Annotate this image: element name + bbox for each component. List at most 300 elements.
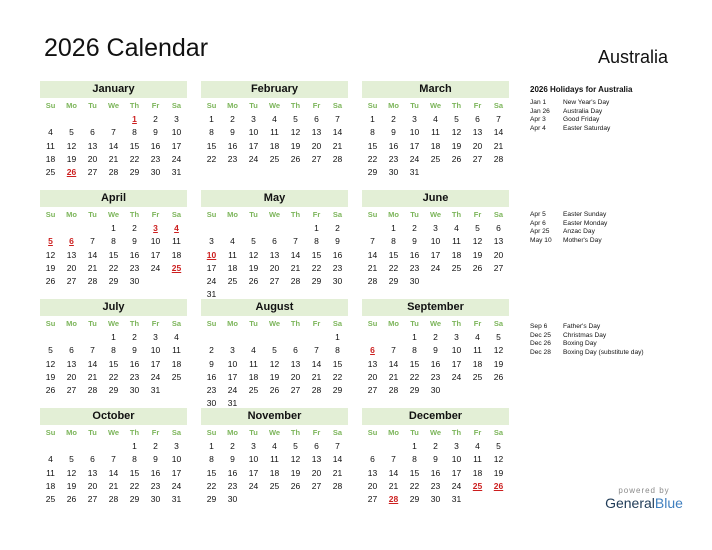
day-cell: 23: [332, 262, 343, 273]
day-cell: 1: [209, 114, 214, 124]
holiday-name: Australia Day: [563, 107, 603, 115]
weekday-label: Mo: [66, 319, 77, 328]
holiday-day: 3: [153, 223, 158, 233]
day-cell: 25: [45, 167, 56, 178]
day-cell: 2: [335, 223, 340, 233]
day-cell: 3: [412, 114, 417, 124]
day-cell: 5: [454, 114, 459, 124]
day-cell: 18: [45, 153, 56, 164]
day-cell: 18: [472, 358, 483, 369]
day-cell: 27: [290, 385, 301, 396]
day-cell: 1: [412, 441, 417, 451]
day-cell: 18: [248, 371, 259, 382]
day-cell: 19: [248, 262, 259, 273]
day-cell: 7: [90, 236, 95, 247]
day-cell: 17: [171, 140, 182, 151]
day-cell: 27: [269, 276, 280, 287]
day-cell: 12: [45, 358, 56, 369]
brand-name: [588, 495, 700, 511]
day-cell: 28: [388, 385, 399, 396]
day-cell: 12: [290, 127, 301, 138]
day-cell: 28: [87, 276, 98, 287]
weekday-label: We: [268, 428, 281, 437]
holiday-day: 26: [493, 480, 504, 491]
day-empty: [61, 222, 82, 235]
day-empty: [264, 222, 285, 235]
day-cell: 27: [311, 480, 322, 491]
day-cell: 13: [269, 249, 280, 260]
holiday-row: [530, 211, 607, 220]
day-cell: 13: [311, 127, 322, 138]
weekday-label: We: [107, 210, 120, 219]
day-cell: 16: [430, 358, 441, 369]
day-cell: 5: [293, 441, 298, 451]
day-cell: 6: [475, 114, 480, 124]
day-grid: [201, 208, 348, 302]
day-cell: 11: [270, 454, 279, 465]
day-cell: 4: [272, 441, 277, 451]
day-cell: 23: [129, 371, 140, 382]
day-cell: 3: [433, 223, 438, 233]
weekday-label: We: [429, 210, 442, 219]
day-cell: 1: [412, 332, 417, 342]
day-cell: 27: [87, 167, 98, 178]
month-august: [201, 299, 348, 411]
weekday-label: Tu: [88, 319, 97, 328]
day-empty: [383, 331, 404, 344]
day-cell: 3: [209, 236, 214, 247]
holiday-date: Jan 1: [530, 99, 547, 106]
day-cell: 28: [493, 153, 504, 164]
weekday-label: Fr: [312, 101, 321, 110]
day-cell: 21: [311, 371, 322, 382]
day-cell: 7: [90, 345, 95, 356]
day-cell: 13: [66, 249, 77, 260]
day-cell: 23: [388, 153, 399, 164]
day-cell: 22: [367, 153, 378, 164]
country-label: Australia: [597, 47, 668, 67]
day-cell: 19: [472, 249, 483, 260]
day-cell: 16: [227, 140, 238, 151]
day-cell: 16: [430, 467, 441, 478]
day-cell: 24: [171, 153, 182, 164]
day-empty: [362, 222, 383, 235]
month-january: [40, 81, 187, 179]
weekday-label: Fr: [473, 101, 482, 110]
weekday-label: Tu: [249, 101, 258, 110]
weekday-label: Fr: [312, 319, 321, 328]
day-cell: 16: [150, 140, 161, 151]
day-cell: 21: [87, 371, 98, 382]
weekday-label: Mo: [66, 428, 77, 437]
day-cell: 7: [314, 345, 319, 356]
day-cell: 26: [45, 385, 56, 396]
weekday-label: We: [429, 319, 442, 328]
day-cell: 10: [227, 358, 238, 369]
day-cell: 21: [108, 153, 119, 164]
day-empty: [40, 113, 61, 126]
day-cell: 13: [493, 236, 504, 247]
day-cell: 15: [206, 140, 217, 151]
day-cell: 5: [496, 441, 501, 451]
month-name: October: [40, 408, 187, 425]
holiday-day: 26: [66, 167, 77, 178]
day-cell: 21: [332, 467, 343, 478]
day-cell: 2: [433, 332, 438, 342]
weekday-label: Th: [451, 101, 462, 110]
holiday-date: Apr 6: [530, 219, 546, 227]
weekday-label: Th: [451, 428, 462, 437]
day-grid: [201, 99, 348, 166]
holiday-date: Apr 4: [530, 124, 546, 132]
day-cell: 29: [367, 167, 378, 178]
day-cell: 18: [171, 249, 182, 260]
weekday-label: We: [107, 101, 120, 110]
day-empty: [103, 113, 124, 126]
day-empty: [82, 331, 103, 344]
day-cell: 16: [388, 140, 399, 151]
day-cell: 7: [391, 454, 396, 465]
day-cell: 25: [269, 153, 280, 164]
month-march: [362, 81, 509, 179]
day-cell: 6: [69, 345, 74, 356]
day-cell: 18: [472, 467, 483, 478]
day-cell: 16: [227, 467, 238, 478]
day-cell: 1: [391, 223, 396, 233]
month-name: November: [201, 408, 348, 425]
weekday-label: Tu: [249, 428, 258, 437]
holiday-row: [530, 228, 607, 237]
day-cell: 22: [409, 371, 420, 382]
day-cell: 12: [472, 236, 483, 247]
weekday-label: Sa: [493, 101, 504, 110]
day-cell: 18: [45, 480, 56, 491]
day-cell: 29: [129, 494, 140, 505]
weekday-label: Fr: [473, 319, 482, 328]
day-cell: 22: [206, 153, 217, 164]
day-cell: 3: [454, 332, 459, 342]
day-cell: 5: [475, 223, 480, 233]
day-cell: 16: [332, 249, 343, 260]
day-cell: 24: [451, 480, 462, 491]
day-cell: 10: [171, 127, 182, 138]
day-cell: 1: [209, 441, 214, 451]
day-empty: [243, 331, 264, 344]
day-cell: 8: [209, 454, 214, 465]
day-cell: 11: [46, 140, 55, 151]
brand-name-blue: Blue: [654, 495, 683, 511]
day-cell: 26: [66, 494, 77, 505]
holiday-row: [530, 332, 644, 341]
weekday-label: We: [107, 319, 120, 328]
day-cell: 16: [150, 467, 161, 478]
day-cell: 23: [129, 262, 140, 273]
weekday-label: Su: [367, 210, 378, 219]
holiday-name: Boxing Day (substitute day): [563, 348, 644, 356]
day-cell: 4: [48, 127, 53, 138]
holiday-day: 1: [132, 114, 137, 124]
day-cell: 8: [111, 236, 116, 247]
weekday-label: Th: [290, 101, 301, 110]
day-cell: 25: [171, 371, 182, 382]
weekday-label: We: [268, 319, 281, 328]
day-cell: 1: [111, 223, 116, 233]
day-cell: 18: [227, 262, 238, 273]
day-cell: 21: [367, 262, 378, 273]
day-cell: 20: [367, 371, 378, 382]
weekday-label: Th: [290, 428, 301, 437]
day-cell: 11: [270, 127, 279, 138]
day-cell: 9: [153, 454, 158, 465]
day-cell: 9: [153, 127, 158, 138]
day-cell: 11: [228, 249, 237, 260]
day-cell: 24: [150, 371, 161, 382]
weekday-label: Sa: [171, 101, 182, 110]
day-cell: 4: [272, 114, 277, 124]
weekday-label: Th: [290, 319, 301, 328]
weekday-label: Sa: [493, 319, 504, 328]
day-cell: 27: [367, 385, 378, 396]
day-cell: 12: [290, 454, 301, 465]
month-name: April: [40, 190, 187, 207]
day-cell: 1: [132, 441, 137, 451]
day-empty: [362, 331, 383, 344]
weekday-label: Tu: [410, 210, 419, 219]
weekday-label: Tu: [410, 319, 419, 328]
day-cell: 19: [269, 371, 280, 382]
day-cell: 13: [311, 454, 322, 465]
day-cell: 9: [209, 358, 214, 369]
holiday-row: [530, 323, 644, 332]
day-cell: 10: [451, 454, 462, 465]
day-cell: 2: [433, 441, 438, 451]
weekday-label: Mo: [66, 210, 77, 219]
day-cell: 24: [430, 262, 441, 273]
weekday-label: Th: [129, 101, 140, 110]
day-cell: 19: [290, 140, 301, 151]
day-cell: 20: [311, 467, 322, 478]
weekday-label: Fr: [473, 428, 482, 437]
weekday-label: Fr: [312, 428, 321, 437]
brand-name-general: General: [605, 495, 655, 511]
day-empty: [40, 440, 61, 453]
day-empty: [82, 222, 103, 235]
holiday-day: 6: [370, 345, 375, 356]
day-cell: 3: [174, 441, 179, 451]
day-cell: 12: [451, 127, 462, 138]
day-cell: 4: [230, 236, 235, 247]
day-cell: 11: [249, 358, 258, 369]
day-cell: 15: [108, 249, 119, 260]
weekday-label: Sa: [332, 210, 343, 219]
holiday-row: [530, 116, 610, 125]
month-september: [362, 299, 509, 397]
day-cell: 29: [409, 385, 420, 396]
day-cell: 21: [388, 480, 399, 491]
day-cell: 25: [248, 385, 259, 396]
day-cell: 18: [171, 358, 182, 369]
day-cell: 10: [171, 454, 182, 465]
holiday-name: Boxing Day: [563, 340, 597, 348]
weekday-label: Fr: [151, 210, 160, 219]
day-cell: 8: [132, 127, 137, 138]
day-cell: 25: [451, 262, 462, 273]
day-cell: 29: [388, 276, 399, 287]
day-cell: 16: [129, 358, 140, 369]
day-empty: [285, 331, 306, 344]
weekday-label: Th: [129, 319, 140, 328]
day-cell: 7: [293, 236, 298, 247]
day-cell: 10: [248, 454, 259, 465]
day-cell: 24: [248, 480, 259, 491]
day-cell: 25: [45, 494, 56, 505]
day-cell: 19: [493, 358, 504, 369]
day-empty: [61, 440, 82, 453]
weekday-label: We: [107, 428, 120, 437]
weekday-label: Tu: [249, 319, 258, 328]
day-cell: 19: [45, 371, 56, 382]
day-cell: 20: [269, 262, 280, 273]
day-cell: 5: [69, 454, 74, 465]
day-cell: 9: [412, 236, 417, 247]
month-name: May: [201, 190, 348, 207]
day-empty: [264, 331, 285, 344]
holiday-name: Father's Day: [563, 323, 601, 330]
day-cell: 1: [335, 332, 340, 342]
weekday-label: Mo: [388, 428, 399, 437]
day-cell: 30: [332, 276, 343, 287]
day-cell: 9: [433, 454, 438, 465]
day-cell: 5: [48, 345, 53, 356]
day-cell: 12: [66, 140, 77, 151]
day-cell: 11: [431, 127, 440, 138]
weekday-label: Su: [45, 428, 56, 437]
day-cell: 25: [269, 480, 280, 491]
weekday-label: Su: [367, 101, 378, 110]
day-cell: 14: [367, 249, 378, 260]
weekday-label: Tu: [249, 210, 258, 219]
day-cell: 29: [129, 167, 140, 178]
weekday-label: Sa: [171, 428, 182, 437]
day-cell: 17: [227, 371, 238, 382]
day-cell: 18: [430, 140, 441, 151]
day-cell: 4: [251, 345, 256, 356]
day-cell: 23: [150, 153, 161, 164]
day-cell: 29: [206, 494, 217, 505]
day-grid: [40, 99, 187, 179]
day-cell: 12: [493, 345, 504, 356]
day-cell: 22: [129, 480, 140, 491]
weekday-label: Tu: [410, 101, 419, 110]
day-cell: 11: [473, 454, 482, 465]
weekday-label: Su: [206, 101, 217, 110]
day-cell: 25: [227, 276, 238, 287]
day-cell: 9: [230, 127, 235, 138]
day-cell: 17: [150, 358, 161, 369]
weekday-label: Su: [367, 319, 378, 328]
day-cell: 31: [171, 494, 182, 505]
holiday-date: Jan 26: [530, 107, 550, 115]
day-cell: 6: [314, 441, 319, 451]
holiday-row: [530, 220, 607, 229]
weekday-label: Fr: [151, 101, 160, 110]
day-cell: 22: [206, 480, 217, 491]
day-cell: 9: [230, 454, 235, 465]
day-cell: 22: [108, 262, 119, 273]
day-empty: [243, 222, 264, 235]
day-cell: 11: [452, 236, 461, 247]
day-cell: 14: [493, 127, 504, 138]
holiday-group: [530, 323, 644, 357]
holiday-date: Apr 3: [530, 116, 546, 124]
day-cell: 6: [496, 223, 501, 233]
day-cell: 20: [87, 480, 98, 491]
day-cell: 2: [153, 441, 158, 451]
day-grid: [362, 208, 509, 288]
day-cell: 2: [132, 332, 137, 342]
day-cell: 20: [87, 153, 98, 164]
day-cell: 24: [150, 262, 161, 273]
holiday-name: New Year's Day: [563, 99, 610, 106]
day-cell: 12: [66, 467, 77, 478]
holiday-date: Dec 28: [530, 348, 551, 356]
day-cell: 17: [430, 249, 441, 260]
day-cell: 18: [269, 140, 280, 151]
day-cell: 6: [90, 454, 95, 465]
day-cell: 8: [111, 345, 116, 356]
powered-by-label: powered by: [618, 486, 670, 495]
day-cell: 12: [45, 249, 56, 260]
weekday-label: Tu: [410, 428, 419, 437]
day-cell: 4: [475, 332, 480, 342]
day-cell: 8: [314, 236, 319, 247]
day-cell: 2: [230, 441, 235, 451]
holiday-name: Anzac Day: [563, 228, 595, 236]
day-cell: 2: [209, 345, 214, 356]
day-cell: 11: [46, 467, 55, 478]
day-cell: 22: [409, 480, 420, 491]
day-grid: [40, 208, 187, 288]
holiday-day: 6: [69, 236, 74, 247]
day-cell: 6: [314, 114, 319, 124]
day-cell: 18: [269, 467, 280, 478]
weekday-label: Th: [290, 210, 301, 219]
weekday-label: Mo: [388, 101, 399, 110]
day-cell: 31: [451, 494, 462, 505]
day-cell: 27: [87, 494, 98, 505]
holiday-row: [530, 237, 607, 246]
holiday-day: 4: [174, 223, 179, 233]
day-empty: [201, 222, 222, 235]
day-cell: 8: [391, 236, 396, 247]
holiday-date: Dec 25: [530, 331, 551, 339]
day-cell: 23: [227, 153, 238, 164]
day-cell: 8: [132, 454, 137, 465]
holiday-date: Apr 5: [530, 211, 546, 218]
day-cell: 14: [388, 358, 399, 369]
day-empty: [201, 331, 222, 344]
day-grid: [362, 99, 509, 179]
weekday-label: Sa: [171, 210, 182, 219]
day-cell: 26: [290, 480, 301, 491]
holiday-name: Mother's Day: [563, 236, 602, 244]
holiday-day: 10: [206, 249, 217, 260]
holiday-day: 28: [388, 494, 399, 505]
day-cell: 23: [430, 480, 441, 491]
day-cell: 14: [388, 467, 399, 478]
weekday-label: Su: [367, 428, 378, 437]
day-cell: 15: [409, 358, 420, 369]
